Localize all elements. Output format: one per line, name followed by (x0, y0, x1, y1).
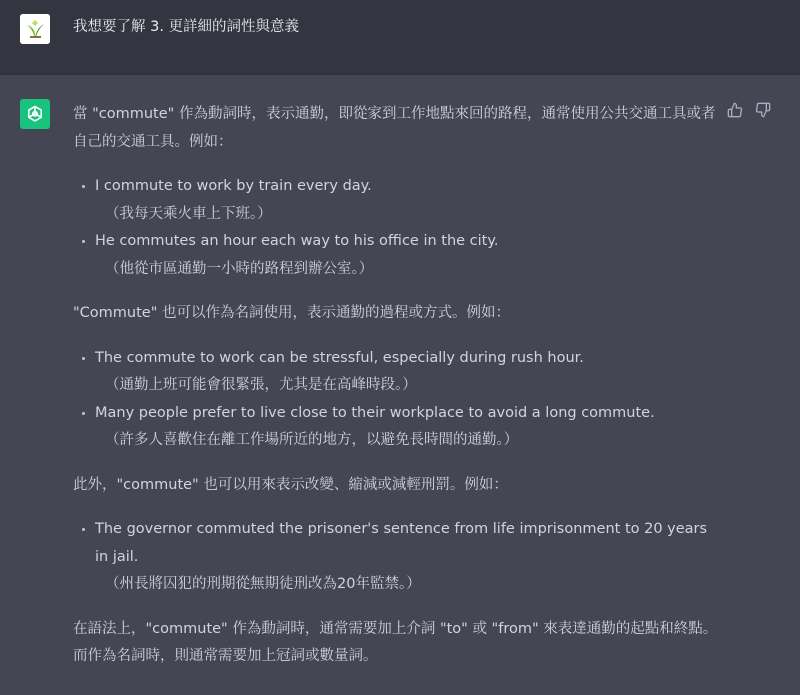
noun-examples-list (73, 345, 723, 455)
thumbs-down-button[interactable] (754, 101, 772, 119)
verb-intro-paragraph: 當 "commute" 作為動詞時，表示通勤，即從家到工作地點來回的路程，通常使用公共交通工具或者自己的交通工具。例如： (73, 106, 716, 150)
feedback-buttons (726, 101, 772, 119)
list-item (73, 400, 723, 455)
example-chinese: （通勤上班可能會很緊張，尤其是在高峰時段。） (105, 377, 417, 393)
thumbs-up-button[interactable] (726, 101, 744, 119)
noun-intro-paragraph: "Commute" 也可以作為名詞使用，表示通勤的過程或方式。例如： (73, 305, 510, 321)
user-avatar-icon (20, 14, 50, 44)
thumbs-up-icon (727, 102, 743, 118)
example-english: The commute to work can be stressful, especially during rush hour. (95, 349, 584, 366)
thumbs-down-icon (755, 102, 771, 118)
example-english: Many people prefer to live close to their workplace to avoid a long commute. (95, 404, 655, 421)
list-item (73, 345, 723, 400)
openai-logo-icon (25, 104, 45, 124)
example-chinese: （州長將囚犯的刑期從無期徒刑改為20年監禁。） (105, 576, 421, 592)
user-message-text: 我想要了解 3. 更詳細的詞性與意義 (73, 19, 300, 35)
other-meaning-paragraph: 此外，"commute" 也可以用來表示改變、縮減或減輕刑罰。例如： (73, 476, 508, 493)
example-english: The governor commuted the prisoner's sentence from life imprisonment to 20 years in jail. (95, 521, 708, 565)
list-item (73, 516, 723, 599)
example-chinese: （他從市區通勤一小時的路程到辦公室。） (105, 260, 374, 277)
user-avatar (20, 14, 50, 44)
assistant-message-content (73, 101, 723, 671)
list-item (73, 228, 723, 283)
verb-examples-list (73, 173, 723, 283)
assistant-avatar (20, 99, 50, 129)
example-english: I commute to work by train every day. (95, 178, 372, 194)
list-item (73, 173, 723, 228)
user-message-row (0, 0, 800, 75)
example-chinese: （我每天乘火車上下班。） (105, 205, 272, 222)
example-english: He commutes an hour each way to his office in the city. (95, 233, 499, 249)
other-examples-list (73, 516, 723, 599)
assistant-message-row (0, 75, 800, 695)
example-chinese: （許多人喜歡住在離工作場所近的地方，以避免長時間的通勤。） (105, 432, 519, 448)
grammar-note-paragraph: 在語法上，"commute" 作為動詞時，通常需要加上介詞 "to" 或 "from" 來表達通勤的起點和終點。而作為名詞時，則通常需要加上冠詞或數量詞。 (73, 620, 718, 664)
